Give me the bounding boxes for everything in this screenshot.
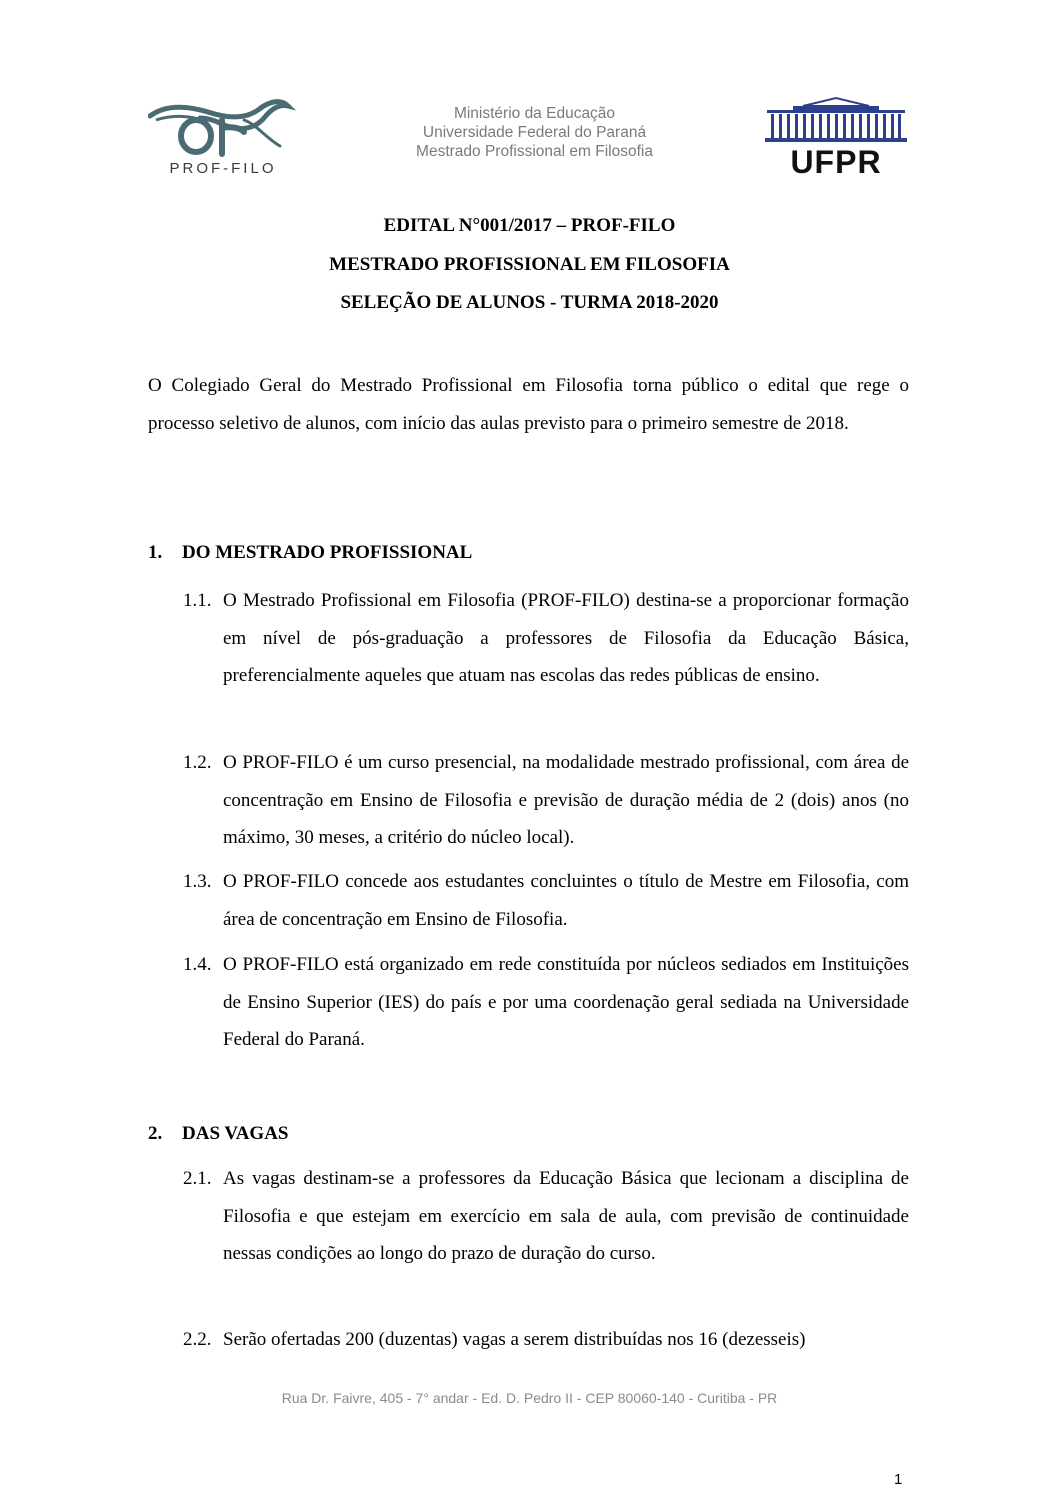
list-item — [183, 582, 909, 695]
list-item — [183, 1321, 909, 1359]
page-number: 1 — [894, 1471, 903, 1488]
item-number: 1.1. — [183, 590, 212, 611]
item-number: 1.4. — [183, 954, 212, 975]
item-number: 1.3. — [183, 871, 212, 892]
item-text: O Mestrado Profissional em Filosofia (PROF-FILO) destina-se a proporcionar formação em nível de pós-graduação a professores de Filosofia da Educação Básica, preferencialmente aqueles que atuam nas escolas das redes públicas de ensino. — [223, 590, 909, 686]
section-number: 1. — [148, 542, 163, 563]
prof-filo-wordmark: PROF-FILO — [169, 160, 277, 177]
ufpr-building-icon — [763, 96, 909, 146]
item-text: O PROF-FILO concede aos estudantes concluintes o título de Mestre em Filosofia, com área de concentração em Ensino de Filosofia. — [223, 871, 909, 930]
item-number: 1.2. — [183, 752, 212, 773]
header-line-university: Universidade Federal do Paraná — [422, 124, 647, 141]
item-text: Serão ofertadas 200 (duzentas) vagas a serem distribuídas nos 16 (dezesseis) — [223, 1329, 806, 1350]
item-text: As vagas destinam-se a professores da Educação Básica que lecionam a disciplina de Filosofia e que estejam em exercício em sala de aula, com previsão de continuidade nessas condições ao longo do prazo de duração do curso. — [223, 1168, 909, 1264]
list-item — [183, 863, 909, 938]
item-number: 2.2. — [183, 1329, 212, 1350]
section-heading — [148, 542, 472, 564]
section-heading — [148, 1123, 288, 1145]
header-line-program: Mestrado Profissional em Filosofia — [416, 143, 653, 160]
item-number: 2.1. — [183, 1168, 212, 1189]
item-text: O PROF-FILO está organizado em rede constituída por núcleos sediados em Instituições de Ensino Superior (IES) do país e por uma coordenação geral sediada na Universidade Federal do Paraná. — [223, 954, 909, 1050]
prof-filo-logo — [148, 98, 296, 184]
section-title: DAS VAGAS — [182, 1123, 289, 1144]
list-item — [183, 1160, 909, 1273]
intro-paragraph: O Colegiado Geral do Mestrado Profissional em Filosofia torna público o edital que rege o processo seletivo de alunos, com início das aulas previsto para o primeiro semestre de 2018. — [148, 375, 909, 434]
item-text: O PROF-FILO é um curso presencial, na modalidade mestrado profissional, com área de concentração em Ensino de Filosofia e previsão de duração média de 2 (dois) anos (no máximo, 30 meses, a critério do núcleo local). — [223, 752, 909, 848]
edital-title: EDITAL N°001/2017 – PROF-FILO — [383, 215, 676, 236]
list-item — [183, 946, 909, 1059]
header-line-ministry: Ministério da Educação — [453, 105, 616, 122]
ufpr-logo — [763, 96, 909, 178]
ufpr-wordmark: UFPR — [790, 144, 882, 180]
section-number: 2. — [148, 1123, 163, 1144]
section-title: DO MESTRADO PROFISSIONAL — [182, 542, 473, 563]
list-item — [183, 744, 909, 857]
prof-filo-emblem-icon — [148, 98, 296, 160]
footer-address: Rua Dr. Faivre, 405 - 7° andar - Ed. D. Pedro II - CEP 80060-140 - Curitiba - PR — [281, 1390, 778, 1406]
institution-header — [412, 104, 657, 161]
selection-title: SELEÇÃO DE ALUNOS - TURMA 2018-2020 — [340, 292, 719, 313]
program-title: MESTRADO PROFISSIONAL EM FILOSOFIA — [329, 254, 730, 275]
